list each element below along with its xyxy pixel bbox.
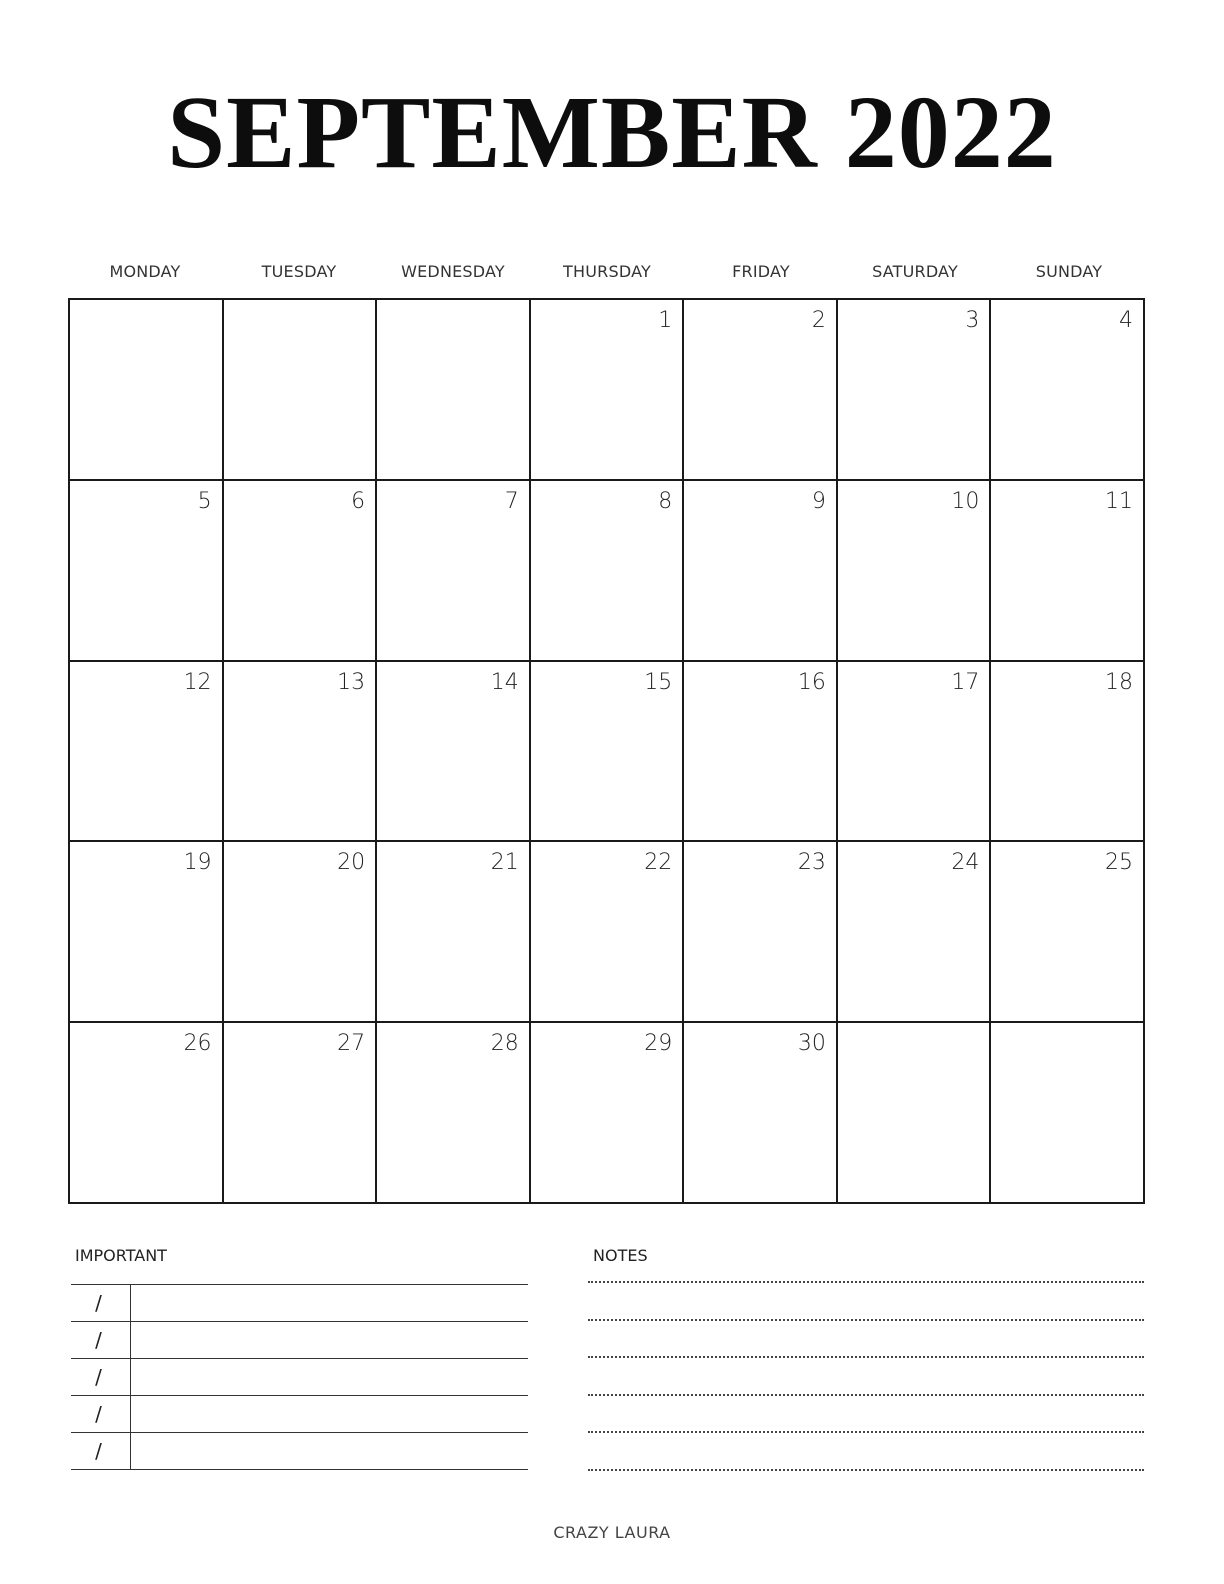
important-text-slot[interactable] bbox=[131, 1433, 528, 1469]
day-number: 16 bbox=[797, 669, 826, 695]
important-text-slot[interactable] bbox=[131, 1359, 528, 1395]
calendar-day-cell[interactable] bbox=[531, 842, 685, 1023]
note-line[interactable] bbox=[588, 1356, 1144, 1394]
notes-label: NOTES bbox=[593, 1246, 648, 1265]
day-number: 13 bbox=[337, 669, 366, 695]
calendar-day-cell[interactable] bbox=[70, 662, 224, 843]
weekday-sunday: SUNDAY bbox=[1035, 262, 1103, 281]
note-line[interactable] bbox=[588, 1394, 1144, 1432]
day-number: 1 bbox=[658, 308, 673, 333]
calendar-day-cell[interactable] bbox=[531, 662, 685, 843]
calendar-day-cell[interactable] bbox=[531, 300, 685, 481]
calendar-day-cell[interactable] bbox=[377, 662, 531, 843]
important-date-slot: / bbox=[71, 1359, 131, 1395]
important-row[interactable] bbox=[71, 1432, 528, 1470]
important-date-slot: / bbox=[71, 1433, 131, 1469]
day-number: 24 bbox=[951, 850, 980, 876]
weekday-friday: FRIDAY bbox=[732, 262, 790, 281]
calendar-day-cell[interactable] bbox=[224, 481, 378, 662]
important-text-slot[interactable] bbox=[131, 1396, 528, 1432]
weekday-tuesday: TUESDAY bbox=[261, 262, 337, 281]
day-number: 15 bbox=[644, 669, 673, 695]
important-date-slot: / bbox=[71, 1396, 131, 1432]
important-date-slot: / bbox=[71, 1285, 131, 1321]
day-number: 27 bbox=[337, 1031, 366, 1057]
calendar-day-cell[interactable] bbox=[70, 842, 224, 1023]
calendar-day-cell[interactable] bbox=[838, 300, 992, 481]
important-row[interactable] bbox=[71, 1321, 528, 1358]
calendar-day-cell[interactable] bbox=[224, 300, 378, 481]
calendar-day-cell[interactable] bbox=[838, 1023, 992, 1204]
calendar-day-cell[interactable] bbox=[531, 1023, 685, 1204]
day-number: 3 bbox=[965, 308, 980, 333]
calendar-day-cell[interactable] bbox=[684, 842, 838, 1023]
day-number: 6 bbox=[351, 488, 366, 514]
day-number: 30 bbox=[797, 1031, 826, 1057]
calendar-day-cell[interactable] bbox=[684, 662, 838, 843]
day-number: 26 bbox=[183, 1031, 212, 1057]
calendar-day-cell[interactable] bbox=[70, 481, 224, 662]
day-number: 17 bbox=[951, 669, 980, 695]
day-number: 21 bbox=[490, 850, 519, 876]
calendar-day-cell[interactable] bbox=[684, 1023, 838, 1204]
calendar-day-cell[interactable] bbox=[991, 1023, 1145, 1204]
day-number: 2 bbox=[811, 308, 826, 333]
day-number: 23 bbox=[797, 850, 826, 876]
day-number: 14 bbox=[490, 669, 519, 695]
calendar-day-cell[interactable] bbox=[684, 300, 838, 481]
day-number: 5 bbox=[197, 488, 212, 514]
calendar-day-cell[interactable] bbox=[70, 300, 224, 481]
day-number: 10 bbox=[951, 488, 980, 514]
day-number: 18 bbox=[1104, 669, 1133, 695]
footer-brand: CRAZY LAURA bbox=[553, 1523, 671, 1542]
important-text-slot[interactable] bbox=[131, 1322, 528, 1358]
calendar-day-cell[interactable] bbox=[684, 481, 838, 662]
page-title: SEPTEMBER 2022 bbox=[167, 75, 1057, 190]
note-line[interactable] bbox=[588, 1281, 1144, 1319]
calendar-day-cell[interactable] bbox=[377, 300, 531, 481]
day-number: 19 bbox=[183, 850, 212, 876]
important-row[interactable] bbox=[71, 1395, 528, 1432]
calendar-day-cell[interactable] bbox=[377, 1023, 531, 1204]
weekday-monday: MONDAY bbox=[109, 262, 181, 281]
day-number: 22 bbox=[644, 850, 673, 876]
note-line[interactable] bbox=[588, 1319, 1144, 1357]
calendar-grid bbox=[68, 298, 1145, 1204]
day-number: 9 bbox=[811, 488, 826, 514]
calendar-day-cell[interactable] bbox=[224, 662, 378, 843]
calendar-day-cell[interactable] bbox=[838, 842, 992, 1023]
note-line[interactable] bbox=[588, 1469, 1144, 1507]
important-row[interactable] bbox=[71, 1284, 528, 1321]
calendar-day-cell[interactable] bbox=[70, 1023, 224, 1204]
important-date-slot: / bbox=[71, 1322, 131, 1358]
day-number: 12 bbox=[183, 669, 212, 695]
important-text-slot[interactable] bbox=[131, 1285, 528, 1321]
day-number: 25 bbox=[1104, 850, 1133, 876]
weekday-wednesday: WEDNESDAY bbox=[401, 262, 505, 281]
calendar-day-cell[interactable] bbox=[531, 481, 685, 662]
day-number: 20 bbox=[337, 850, 366, 876]
day-number: 29 bbox=[644, 1031, 673, 1057]
day-number: 11 bbox=[1104, 488, 1133, 514]
calendar-day-cell[interactable] bbox=[991, 662, 1145, 843]
calendar-day-cell[interactable] bbox=[224, 1023, 378, 1204]
note-line[interactable] bbox=[588, 1431, 1144, 1469]
day-number: 8 bbox=[658, 488, 673, 514]
calendar-day-cell[interactable] bbox=[224, 842, 378, 1023]
calendar-day-cell[interactable] bbox=[377, 481, 531, 662]
weekday-thursday: THURSDAY bbox=[563, 262, 651, 281]
calendar-day-cell[interactable] bbox=[991, 842, 1145, 1023]
notes-lines bbox=[588, 1281, 1144, 1506]
day-number: 7 bbox=[504, 488, 519, 514]
important-list bbox=[71, 1284, 528, 1470]
weekday-header-row bbox=[68, 262, 1146, 284]
calendar-day-cell[interactable] bbox=[838, 481, 992, 662]
calendar-day-cell[interactable] bbox=[991, 481, 1145, 662]
day-number: 28 bbox=[490, 1031, 519, 1057]
important-label: IMPORTANT bbox=[75, 1246, 167, 1265]
weekday-saturday: SATURDAY bbox=[872, 262, 958, 281]
important-row[interactable] bbox=[71, 1358, 528, 1395]
calendar-day-cell[interactable] bbox=[377, 842, 531, 1023]
calendar-day-cell[interactable] bbox=[838, 662, 992, 843]
calendar-day-cell[interactable] bbox=[991, 300, 1145, 481]
day-number: 4 bbox=[1118, 308, 1133, 333]
